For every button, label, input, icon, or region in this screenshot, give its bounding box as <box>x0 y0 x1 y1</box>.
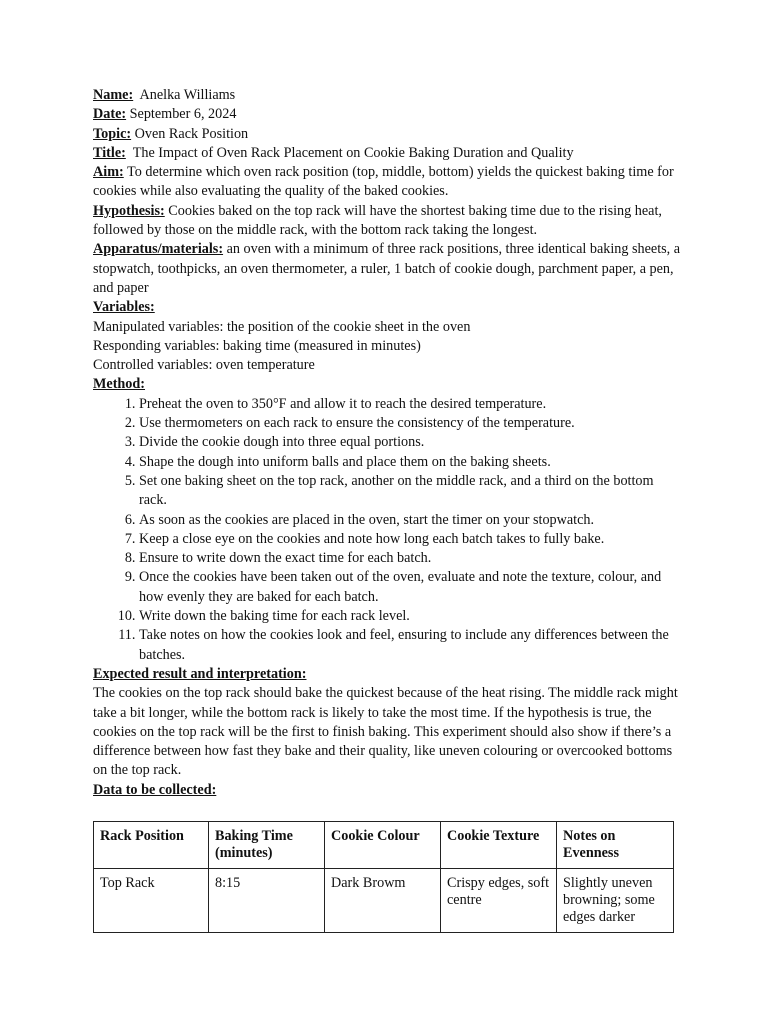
hypothesis-label: Hypothesis: <box>93 202 165 219</box>
date-line <box>93 105 683 124</box>
name-line <box>93 86 683 105</box>
aim-paragraph <box>93 163 683 202</box>
method-step: 1. Preheat the oven to 350°F and allow it to reach the desired temperature. <box>139 395 683 414</box>
table-cell: Top Rack <box>94 869 209 933</box>
controlled-variable: Controlled variables: oven temperature <box>93 357 315 374</box>
data-heading: Data to be collected: <box>93 781 217 798</box>
name-label: Name: <box>93 87 134 103</box>
table-row <box>94 869 674 933</box>
title-value: The Impact of Oven Rack Placement on Cookie Baking Duration and Quality <box>132 144 574 161</box>
hypothesis-text: Cookies baked on the top rack will have the shortest baking time due to the rising heat, followed by those on the middle rack, with the bottom rack taking the longest. <box>93 202 662 239</box>
date-label: Date: <box>93 106 127 123</box>
method-step: 7. Keep a close eye on the cookies and note how long each batch takes to fully bake. <box>139 530 683 549</box>
responding-variable: Responding variables: baking time (measured in minutes) <box>93 337 421 354</box>
method-step: 2. Use thermometers on each rack to ensure the consistency of the temperature. <box>139 414 683 433</box>
method-list <box>93 395 683 665</box>
table-cell: Dark Browm <box>325 869 441 933</box>
topic-value: Oven Rack Position <box>134 125 249 142</box>
aim-text: To determine which oven rack position (top, middle, bottom) yields the quickest baking time for cookies while also evaluating the quality of the baked cookies. <box>93 164 674 200</box>
apparatus-text: an oven with a minimum of three rack positions, three identical baking sheets, a stopwatch, toothpicks, an oven thermometer, a ruler, 1 batch of cookie dough, parchment paper, a pen, and paper <box>93 241 681 296</box>
method-step: 6. As soon as the cookies are placed in the oven, start the timer on your stopwatch. <box>139 511 683 530</box>
apparatus-paragraph <box>93 240 683 298</box>
table-cell: 8:15 <box>209 869 325 933</box>
title-label: Title: <box>93 144 126 161</box>
column-header: Notes on Evenness <box>557 822 674 869</box>
method-step: 5. Set one baking sheet on the top rack, another on the middle rack, and a third on the bottom rack. <box>139 472 683 511</box>
manipulated-variable: Manipulated variables: the position of the cookie sheet in the oven <box>93 318 471 335</box>
column-header: Cookie Texture <box>441 822 557 869</box>
expected-text: The cookies on the top rack should bake the quickest because of the heat rising. The middle rack might take a bit longer, while the bottom rack is likely to take the most time. If the hypothesis is true, the cookies on the top rack will be the first to finish baking. This experiment should also show if there’s a difference between how fast they bake and their quality, like uneven colouring or overcooked bottoms on the top rack. <box>93 685 678 779</box>
method-step: 11. Take notes on how the cookies look and feel, ensuring to include any differences between the batches. <box>139 626 683 665</box>
method-step: 8. Ensure to write down the exact time for each batch. <box>139 549 683 568</box>
method-step: 3. Divide the cookie dough into three equal portions. <box>139 433 683 452</box>
column-header: Baking Time (minutes) <box>209 822 325 869</box>
variables-heading: Variables: <box>93 299 155 316</box>
name-value: Anelka Williams <box>139 87 236 103</box>
hypothesis-paragraph <box>93 202 683 241</box>
title-line <box>93 144 683 163</box>
column-header: Rack Position <box>94 822 209 869</box>
method-heading: Method: <box>93 376 146 393</box>
topic-line <box>93 125 683 144</box>
table-cell: Slightly uneven browning; some edges darker <box>557 869 674 933</box>
column-header: Cookie Colour <box>325 822 441 869</box>
topic-label: Topic: <box>93 125 132 142</box>
data-table <box>93 821 674 933</box>
method-step: 10. Write down the baking time for each rack level. <box>139 607 683 626</box>
aim-label: Aim: <box>93 164 124 181</box>
method-step: 9. Once the cookies have been taken out of the oven, evaluate and note the texture, colour, and how evenly they are baked for each batch. <box>139 568 683 607</box>
method-step: 4. Shape the dough into uniform balls and place them on the baking sheets. <box>139 453 683 472</box>
lab-report <box>93 86 683 800</box>
date-value: September 6, 2024 <box>129 106 237 123</box>
apparatus-label: Apparatus/materials: <box>93 241 224 258</box>
expected-heading: Expected result and interpretation: <box>93 665 307 682</box>
table-header-row <box>94 822 674 869</box>
table-cell: Crispy edges, soft centre <box>441 869 557 933</box>
